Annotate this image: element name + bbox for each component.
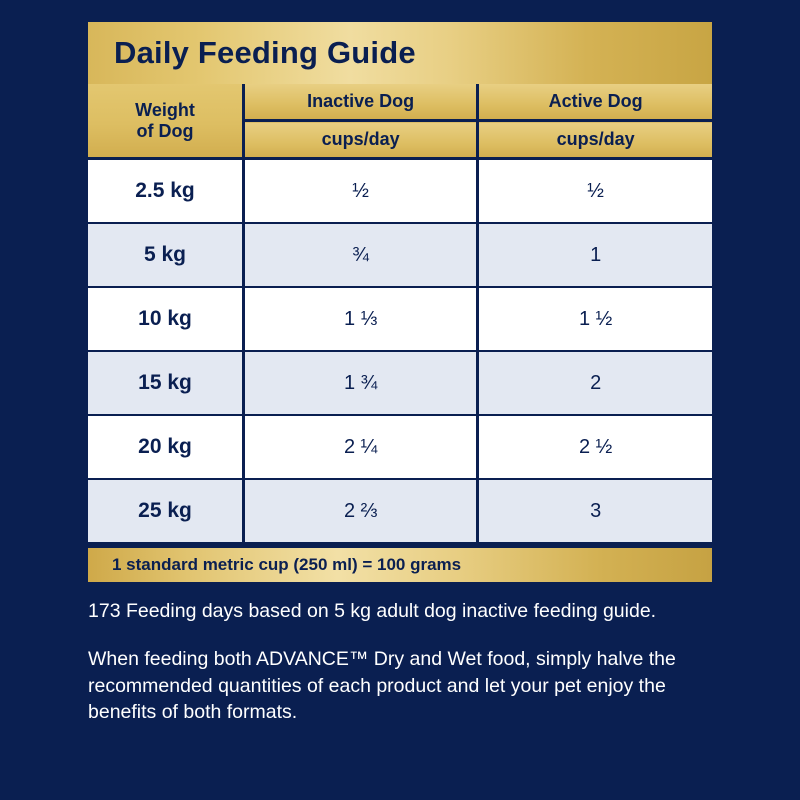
cell-inactive: ¾	[244, 223, 478, 287]
cell-inactive: 2 ⅔	[244, 479, 478, 542]
table-row	[88, 223, 712, 287]
header-inactive-dog: Inactive Dog	[244, 84, 478, 121]
page-title: Daily Feeding Guide	[114, 35, 416, 70]
cell-active: 3	[478, 479, 712, 542]
cell-active: 2	[478, 351, 712, 415]
feeding-days-note: 173 Feeding days based on 5 kg adult dog inactive feeding guide.	[88, 600, 657, 622]
cell-weight: 20 kg	[88, 415, 244, 479]
table-row	[88, 351, 712, 415]
cell-active: 1 ½	[478, 287, 712, 351]
cell-inactive: 1 ⅓	[244, 287, 478, 351]
cell-active: 2 ½	[478, 415, 712, 479]
table-row	[88, 159, 712, 224]
cell-weight: 10 kg	[88, 287, 244, 351]
dry-wet-food-note: When feeding both ADVANCE™ Dry and Wet food, simply halve the recommended quantities of each product and let your pet enjoy the benefits of both formats.	[88, 648, 676, 723]
header-active-unit: cups/day	[478, 121, 712, 159]
table-row	[88, 287, 712, 351]
cell-inactive: 1 ¾	[244, 351, 478, 415]
header-inactive-unit: cups/day	[244, 121, 478, 159]
cell-inactive: ½	[244, 159, 478, 224]
table-header-row	[88, 84, 712, 121]
table-row	[88, 479, 712, 542]
cell-weight: 15 kg	[88, 351, 244, 415]
cup-conversion-bar	[88, 548, 712, 582]
header-weight-line1: Weight	[135, 99, 195, 120]
header-weight-of-dog	[88, 84, 244, 159]
table-row	[88, 415, 712, 479]
notes-section	[88, 598, 728, 725]
feeding-table-container	[88, 84, 712, 542]
header-active-dog: Active Dog	[478, 84, 712, 121]
cell-weight: 25 kg	[88, 479, 244, 542]
header-weight-line2: of Dog	[136, 120, 194, 141]
cell-weight: 2.5 kg	[88, 159, 244, 224]
cell-weight: 5 kg	[88, 223, 244, 287]
cell-inactive: 2 ¼	[244, 415, 478, 479]
cell-active: ½	[478, 159, 712, 224]
title-bar	[88, 22, 712, 84]
cell-active: 1	[478, 223, 712, 287]
daily-feeding-table	[88, 84, 712, 542]
cup-conversion-text: 1 standard metric cup (250 ml) = 100 grams	[112, 555, 462, 574]
